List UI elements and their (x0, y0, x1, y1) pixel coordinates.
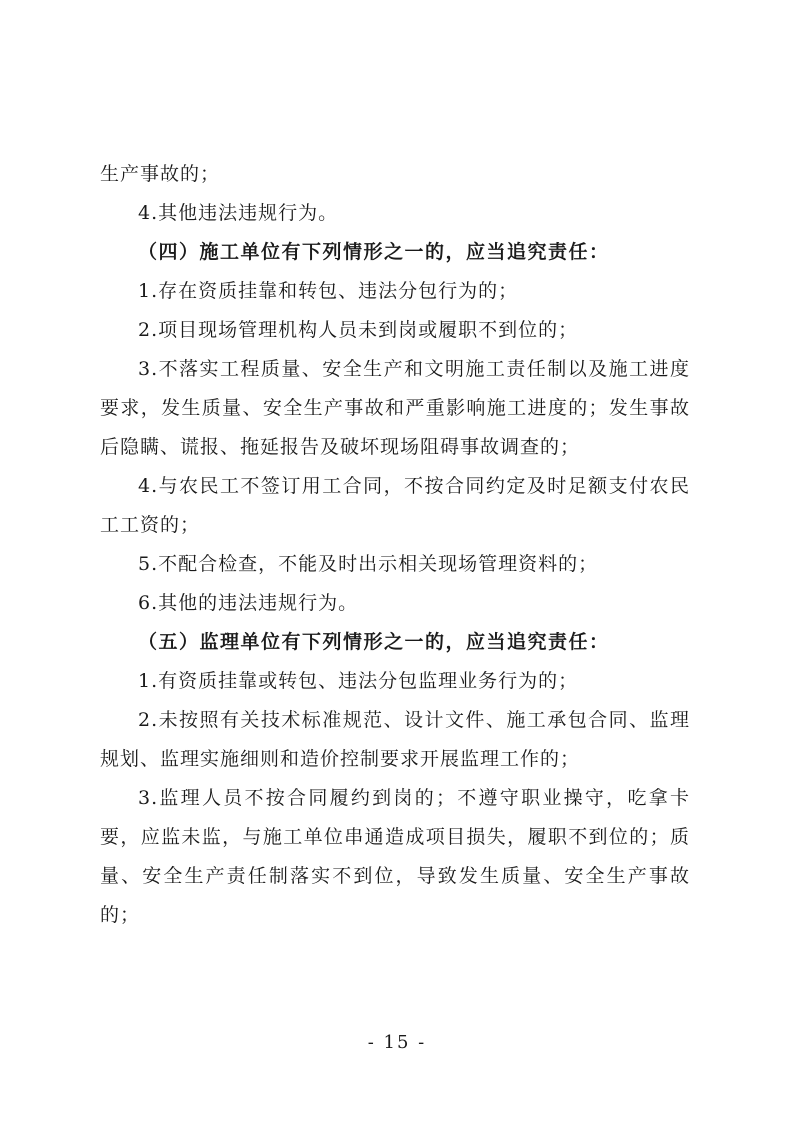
section-heading: （五）监理单位有下列情形之一的，应当追究责任： (138, 631, 610, 653)
section-heading: （四）施工单位有下列情形之一的，应当追究责任： (138, 241, 610, 263)
paragraph-item: 2.项目现场管理机构人员未到岗或履职不到位的； (138, 319, 579, 341)
paragraph-item: 1.有资质挂靠或转包、违法分包监理业务行为的； (138, 670, 579, 692)
paragraph-item: 2.未按照有关技术标准规范、设计文件、施工承包合同、监理规划、监理实施细则和造价控制要求开展监理工作的； (100, 709, 690, 770)
paragraph-item: 5.不配合检查，不能及时出示相关现场管理资料的； (138, 553, 599, 575)
paragraph-item: 3.不落实工程质量、安全生产和文明施工责任制以及施工进度要求，发生质量、安全生产事故和严重影响施工进度的；发生事故后隐瞒、谎报、拖延报告及破坏现场阻碍事故调查的； (100, 358, 690, 458)
paragraph-item: 4.其他违法违规行为。 (138, 202, 339, 224)
page-number: - 15 - (367, 1032, 427, 1053)
paragraph-continuation: 生产事故的； (100, 163, 221, 185)
paragraph-item: 1.存在资质挂靠和转包、违法分包行为的； (138, 280, 519, 302)
document-body (100, 155, 690, 935)
paragraph-item: 3.监理人员不按合同履约到岗的；不遵守职业操守，吃拿卡要，应监未监，与施工单位串通造成项目损失，履职不到位的；质量、安全生产责任制落实不到位，导致发生质量、安全生产事故的； (100, 787, 690, 926)
paragraph-item: 4.与农民工不签订用工合同，不按合同约定及时足额支付农民工工资的； (100, 475, 690, 536)
paragraph-item: 6.其他的违法违规行为。 (138, 592, 359, 614)
